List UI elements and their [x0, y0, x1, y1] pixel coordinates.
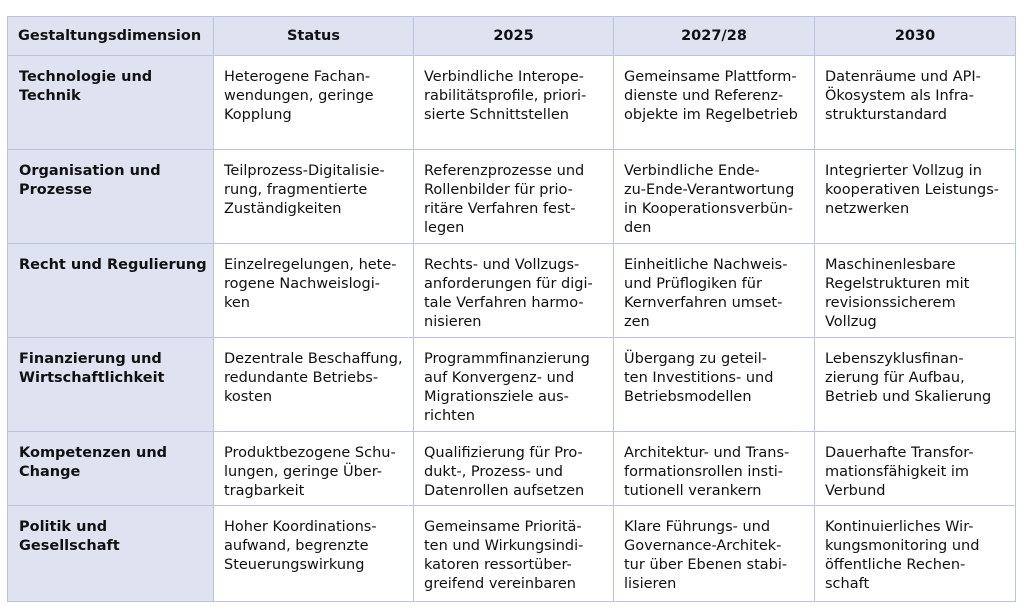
cell-status: Produktbezogene Schu- lungen, geringe Über- tragbarkeit: [214, 432, 414, 506]
row-dimension-label: Recht und Regulierung: [8, 244, 214, 338]
header-row: [8, 17, 1016, 56]
cell-2030: Dauerhafte Transfor- mationsfähigkeit im Verbund: [815, 432, 1016, 506]
row-dimension-label: Organisation und Prozesse: [8, 150, 214, 244]
row-dimension-label: Politik und Gesellschaft: [8, 506, 214, 602]
cell-2025: Verbindliche Interope- rabilitätsprofile, priori- sierte Schnittstellen: [414, 56, 614, 150]
cell-2027-28: Einheitliche Nachweis- und Prüflogiken für Kernverfahren umset- zen: [614, 244, 815, 338]
cell-2025: Referenzprozesse und Rollenbilder für prio- ritäre Verfahren fest- legen: [414, 150, 614, 244]
header-status: Status: [214, 17, 414, 56]
header-2027-28: 2027/28: [614, 17, 815, 56]
table-row-politik: [8, 506, 1016, 602]
table-row-organisation: [8, 150, 1016, 244]
header-gestaltungsdimension: Gestaltungsdimension: [8, 17, 214, 56]
cell-2030: Datenräume und API- Ökosystem als Infra- strukturstandard: [815, 56, 1016, 150]
table-row-recht: [8, 244, 1016, 338]
row-dimension-label: Kompetenzen und Change: [8, 432, 214, 506]
cell-2025: Rechts- und Vollzugs- anforderungen für digi- tale Verfahren harmo- nisieren: [414, 244, 614, 338]
row-dimension-label: Finanzierung und Wirtschaftlichkeit: [8, 338, 214, 432]
transformation-roadmap-table: [7, 16, 1016, 602]
cell-2027-28: Klare Führungs- und Governance-Architek- tur über Ebenen stabi- lisieren: [614, 506, 815, 602]
cell-2025: Programmfinanzierung auf Konvergenz- und Migrationsziele aus- richten: [414, 338, 614, 432]
header-2030: 2030: [815, 17, 1016, 56]
cell-2025: Qualifizierung für Pro- dukt-, Prozess- und Datenrollen aufsetzen: [414, 432, 614, 506]
cell-2030: Maschinenlesbare Regelstrukturen mit revisionssicherem Vollzug: [815, 244, 1016, 338]
cell-2025: Gemeinsame Prioritä- ten und Wirkungsindi- katoren ressortüber- greifend vereinbaren: [414, 506, 614, 602]
cell-status: Hoher Koordinations- aufwand, begrenzte Steuerungswirkung: [214, 506, 414, 602]
table-header: [8, 17, 1016, 56]
cell-2030: Integrierter Vollzug in kooperativen Leistungs- netzwerken: [815, 150, 1016, 244]
row-dimension-label: Technologie und Technik: [8, 56, 214, 150]
cell-status: Dezentrale Beschaffung, redundante Betriebs- kosten: [214, 338, 414, 432]
table-body: [8, 56, 1016, 602]
cell-2027-28: Gemeinsame Plattform- dienste und Referenz- objekte im Regelbetrieb: [614, 56, 815, 150]
cell-2027-28: Übergang zu geteil- ten Investitions- und Betriebsmodellen: [614, 338, 815, 432]
cell-status: Einzelregelungen, hete- rogene Nachweislogi- ken: [214, 244, 414, 338]
table-row-technologie: [8, 56, 1016, 150]
table-row-kompetenzen: [8, 432, 1016, 506]
cell-status: Teilprozess-Digitalisie- rung, fragmentierte Zuständigkeiten: [214, 150, 414, 244]
cell-2027-28: Architektur- und Trans- formationsrollen insti- tutionell verankern: [614, 432, 815, 506]
table-row-finanzierung: [8, 338, 1016, 432]
cell-2030: Kontinuierliches Wir- kungsmonitoring und öffentliche Rechen- schaft: [815, 506, 1016, 602]
header-2025: 2025: [414, 17, 614, 56]
cell-2027-28: Verbindliche Ende- zu-Ende-Verantwortung in Kooperationsverbün- den: [614, 150, 815, 244]
cell-status: Heterogene Fachan- wendungen, geringe Kopplung: [214, 56, 414, 150]
cell-2030: Lebenszyklusfinan- zierung für Aufbau, Betrieb und Skalierung: [815, 338, 1016, 432]
